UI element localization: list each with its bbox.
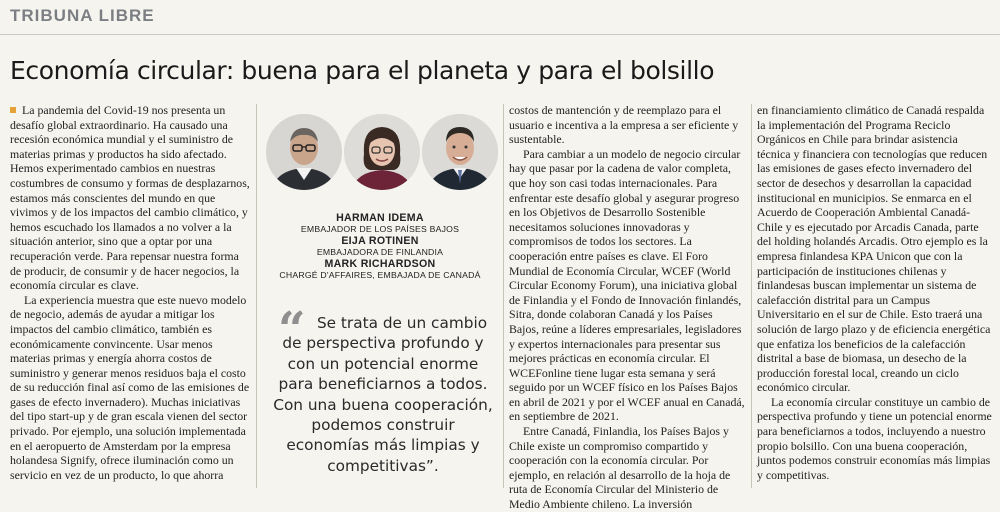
column-divider — [256, 104, 257, 488]
author-credits — [262, 212, 498, 281]
author-name: HARMAN IDEMA — [336, 212, 424, 224]
author-role: CHARGÉ D'AFFAIRES, EMBAJADA DE CANADÁ — [279, 270, 481, 280]
portrait-eija-rotinen — [344, 114, 420, 190]
pull-quote-line: Con una buena cooperación, — [273, 395, 493, 414]
paragraph: Entre Canadá, Finlandia, los Países Bajos y Chile existe un compromiso compartido y cooperación con la economía circular. Por ejemplo, en relación al desarrollo de la hoja de ruta de Economía Circular del Ministerio de Medio Ambiente chileno. La inversión — [509, 424, 731, 512]
paragraph: Para cambiar a un modelo de negocio circular hay que pasar por la cadena de valor completa, que hoy son casi todas internacionales. Para enfrentar este desafío global y asegurar progreso en los Objetivos de Desarrollo Sostenible necesitamos soluciones innovadoras y compromisos de todos los sectores. La cooperación entre países es clave. El Foro Mundial de Economía Circular, WCEF (World Circular Economy Forum), una iniciativa global de Finlandia y el Fondo de Innovación finlandés, Sitra, donde colaboran Canadá y los Países Bajos, reúne a líderes empresariales, legisladores y expertos internacionales para presentar sus mejores prácticas en economía circular. El WCEFonline tiene lugar esta semana y será seguido por un WCEF físico en los Países Bajos en abril de 2021 y por el WCEF anual en Canadá, en septiembre de 2021. — [509, 146, 745, 424]
author-role: EMBAJADOR DE LOS PAÍSES BAJOS — [300, 224, 460, 234]
column-divider — [751, 104, 752, 488]
article-column-4 — [757, 103, 993, 482]
bullet-square-icon — [10, 107, 16, 113]
top-divider — [0, 34, 1000, 35]
author-role: EMBAJADORA DE FINLANDIA — [316, 247, 444, 257]
paragraph: costos de mantención y de reemplazo para el usuario e incentiva a la empresa a ser eficiente y sustentable. — [509, 103, 739, 147]
pull-quote-line: con un potencial enorme — [287, 354, 479, 373]
article-column-1 — [10, 103, 250, 482]
author-name: EIJA ROTINEN — [341, 235, 419, 247]
paragraph — [10, 103, 250, 293]
author-portraits — [266, 114, 498, 196]
pull-quote-line: de perspectiva profundo y — [282, 334, 484, 353]
pull-quote-line: para beneficiarnos a todos. — [278, 375, 488, 394]
portrait-harman-idema — [266, 114, 342, 190]
paragraph-text: La pandemia del Covid-19 nos presenta un desafío global extraordinario. Ha causado una recesión económica mundial y el suministro de materias primas y productos ha sido afectado. Hemos experimentado cambios en nuestras costumbres de consumo y formas de desplazarnos, estamos más conscientes del mundo en que vivimos y de los impactos del cambio climático, y hemos escuchado los llamados a no volver a la situación anterior, sino que a optar por una recuperación verde. Para repensar nuestra forma de producir, de consumir y de hacer negocios, la economía circular es clave. — [10, 103, 250, 293]
pull-quote-line: podemos construir — [311, 416, 455, 435]
pull-quote — [268, 313, 498, 476]
section-tag: TRIBUNA LIBRE — [10, 6, 155, 25]
portrait-mark-richardson — [422, 114, 498, 190]
paragraph: en financiamiento climático de Canadá respalda la implementación del Programa Reciclo Orgánicos en Chile para brindar asistencia técnica y financiera con tecnologías que reducen las emisiones de gases efecto invernadero del sector de desechos y desarrollan la capacidad institucional en municipios. Se enmarca en el Acuerdo de Cooperación Ambiental Canadá-Chile y es ejecutado por Arcadis Canada, parte del holding holandés Arcadis. Otro ejemplo es la empresa finlandesa KPA Unicon que con la participación de instituciones chilenas y finlandesas buscan implementar un sistema de calefacción distrital para un Campus Universitario en el sur de Chile. Esto traerá una solución de largo plazo y de eficiencia energética que enfatiza los beneficios de la calefacción distrital a base de biomasa, un desecho de la producción forestal local, creando un ciclo económico circular. — [757, 103, 991, 395]
paragraph: La experiencia muestra que este nuevo modelo de negocio, además de ayudar a mitigar los impactos del cambio climático, también es económicamente convincente. Usar menos materias primas y energía ahorra costos de suministro y generar menos residuos baja el costo de su reducción final así como de las emisiones de gases de efecto invernadero). Muchas iniciativas del tipo start-up y de gran escala vienen del sector privado. Por ejemplo, una solución implementada en el aeropuerto de Amsterdam por la empresa holandesa Signify, ofrece iluminación como un servicio en vez de un producto, lo que ahorra — [10, 292, 250, 482]
pull-quote-line: Se trata de un cambio — [316, 314, 488, 332]
pull-quote-line: economías más limpias y — [286, 436, 480, 455]
column-divider — [503, 104, 504, 488]
headline: Economía circular: buena para el planeta y para el bolsillo — [10, 56, 715, 85]
article-column-3 — [509, 103, 745, 512]
pull-quote-line: competitivas”. — [327, 456, 439, 475]
author-name: MARK RICHARDSON — [324, 258, 436, 270]
quote-mark-icon: “ — [278, 302, 306, 358]
paragraph: La economía circular constituye un cambio de perspectiva profundo y tiene un potencial enorme para beneficiarnos a todos, incluyendo a nuestro propio bolsillo. Con una buena cooperación, juntos podemos construir economías más limpias y competitivas. — [757, 394, 992, 482]
